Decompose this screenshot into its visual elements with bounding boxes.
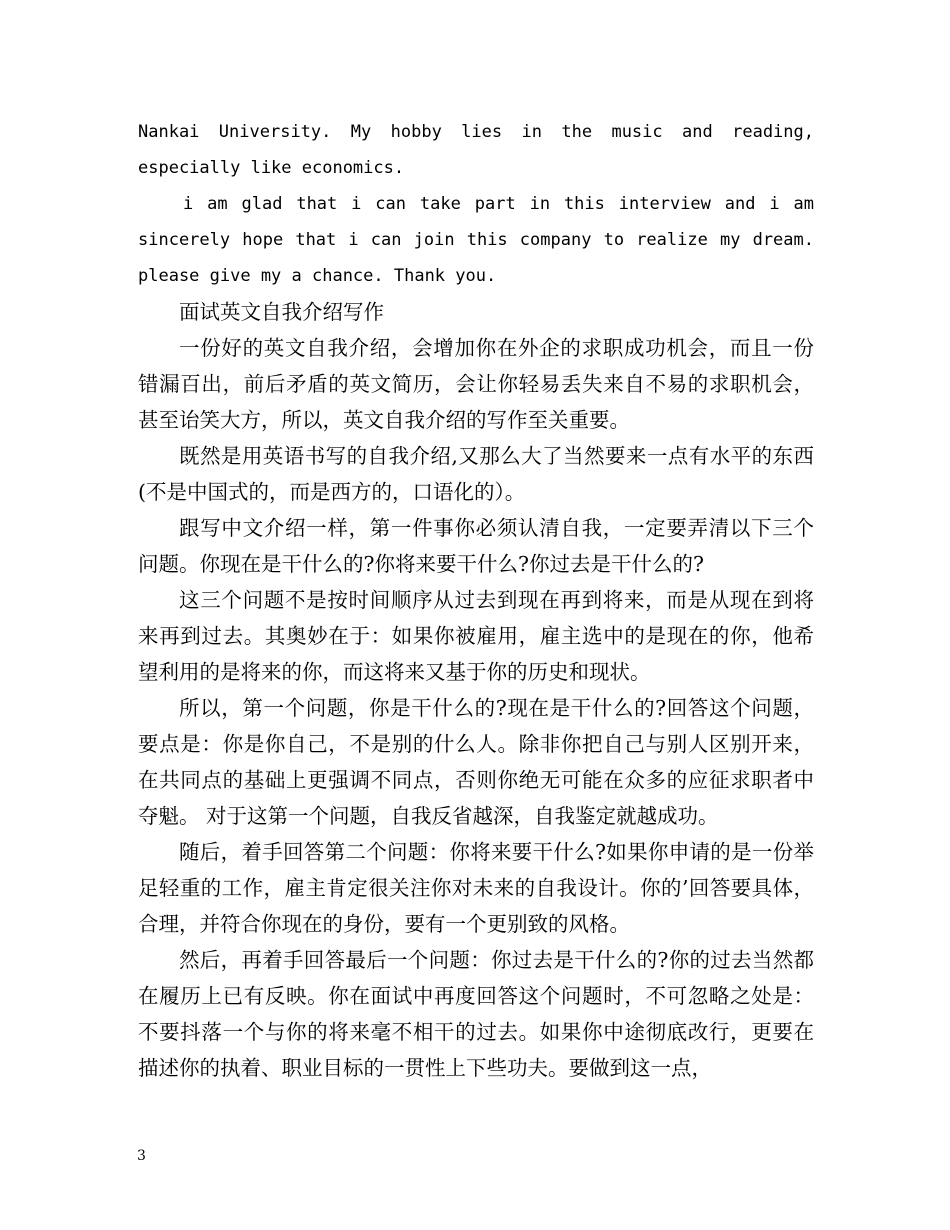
paragraph-importance: 一份好的英文自我介绍，会增加你在外企的求职成功机会，而且一份错漏百出，前后矛盾的英文简历，会让你轻易丢失来自不易的求职机会，甚至诒笑大方，所以，英文自我介绍的写作至关重要。 [138,336,814,432]
document-body [138,114,814,1086]
paragraph-question-order: 这三个问题不是按时间顺序从过去到现在再到将来，而是从现在到将来再到过去。其奥妙在于：如果你被雇用，雇主选中的是现在的你，他希望利用的是将来的你，而这将来又基于你的历史和现状。 [138,588,814,684]
paragraph-second-question: 随后，着手回答第二个问题：你将来要干什么?如果你申请的是一份举足轻重的工作，雇主肯定很关注你对未来的自我设计。你的’回答要具体，合理，并符合你现在的身份，要有一个更别致的风格。 [138,840,814,936]
english-paragraph-continuation: Nankai University. My hobby lies in the music and reading, especially like economics. [138,122,814,178]
page-number: 3 [137,1148,146,1164]
section-heading: 面试英文自我介绍写作 [179,300,384,324]
paragraph-style: 既然是用英语书写的自我介绍,又那么大了当然要来一点有水平的东西(不是中国式的，而是西方的，口语化的）。 [138,444,814,504]
paragraph-last-question: 然后，再着手回答最后一个问题：你过去是干什么的?你的过去当然都在履历上已有反映。你在面试中再度回答这个问题时，不可忽略之处是：不要抖落一个与你的将来毫不相干的过去。如果你中途彻底改行，更要在描述你的执着、职业目标的一贯性上下些功夫。要做到这一点， [138,948,814,1080]
paragraph-three-questions: 跟写中文介绍一样，第一件事你必须认清自我，一定要弄清以下三个问题。你现在是干什么的?你将来要干什么?你过去是干什么的? [138,516,814,576]
paragraph-first-question: 所以，第一个问题，你是干什么的?现在是干什么的?回答这个问题，要点是：你是你自己，不是别的什么人。除非你把自己与别人区别开来，在共同点的基础上更强调不同点，否则你绝无可能在众多的应征求职者中夺魁。 对于这第一个问题，自我反省越深，自我鉴定就越成功。 [138,696,814,828]
english-paragraph-closing: i am glad that i can take part in this interview and i am sincerely hope that i can join this company to realize my dream. please give my a chance. Thank you. [138,194,814,286]
